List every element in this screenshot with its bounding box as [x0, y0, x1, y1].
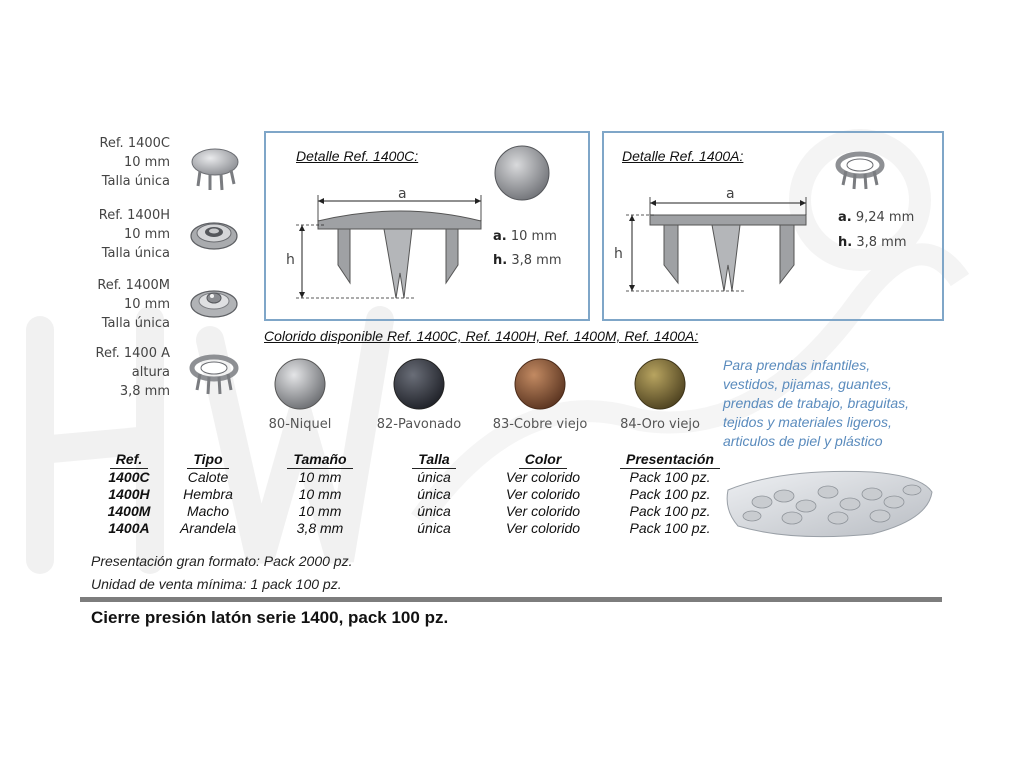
color-swatches [260, 356, 700, 412]
product-ref-line: Talla única [101, 316, 170, 331]
snap-cap-icon [188, 140, 242, 194]
cell-presentacion: Pack 100 pz. [629, 469, 711, 485]
swatch-oro-viejo [635, 359, 685, 409]
cell-talla: única [417, 503, 451, 519]
dim-key: a. [838, 210, 852, 225]
footer-title: Cierre presión latón serie 1400, pack 100 pz. [91, 608, 449, 627]
dim-value: 9,24 mm [855, 210, 915, 225]
product-ref-line: 10 mm [123, 297, 170, 312]
detail-1400a-label-a: a [726, 186, 735, 202]
table-header-row [100, 451, 740, 469]
col-header-color [486, 451, 600, 469]
snap-stud-icon [188, 282, 240, 322]
cell-tamano: 3,8 mm [296, 520, 344, 536]
divider-rule [80, 597, 942, 602]
header-label: Tamaño [287, 451, 352, 469]
product-ref-line: Ref. 1400C [99, 136, 170, 151]
detail-1400c-dim-h [493, 253, 561, 268]
detail-1400a-dim-a [838, 210, 914, 225]
swatch-pavonado [394, 359, 444, 409]
cell-presentacion: Pack 100 pz. [629, 486, 711, 502]
snap-socket-icon [188, 214, 240, 254]
cell-talla: única [417, 520, 451, 536]
detail-1400c-dim-a [493, 229, 557, 244]
cell-tipo: Calote [187, 469, 229, 485]
cell-tamano: 10 mm [298, 503, 342, 519]
product-ref-line: Ref. 1400M [97, 278, 170, 293]
table-row [100, 503, 740, 520]
dim-key: a. [493, 229, 507, 244]
snap-ring-icon [188, 352, 240, 400]
cell-ref: 1400H [108, 486, 150, 502]
profile-1400c-drawing [266, 133, 586, 315]
cell-color: Ver colorido [505, 486, 581, 502]
col-header-presentacion [600, 451, 740, 469]
swatch-label: 80-Niquel [268, 417, 332, 432]
col-header-talla [382, 451, 486, 469]
header-label: Color [519, 451, 568, 469]
cell-tipo: Hembra [183, 486, 233, 502]
cell-tipo: Arandela [179, 520, 237, 536]
product-ref-1400h [60, 206, 170, 263]
uses-line: Para prendas infantiles, [723, 357, 871, 373]
colorido-title: Colorido disponible Ref. 1400C, Ref. 1400H, Ref. 1400M, Ref. 1400A: [264, 328, 699, 344]
cell-tamano: 10 mm [298, 469, 342, 485]
pack-bag-image [722, 462, 936, 542]
cell-ref: 1400C [108, 469, 150, 485]
cell-talla: única [417, 469, 451, 485]
col-header-ref [100, 451, 158, 469]
col-header-tamano [258, 451, 382, 469]
col-header-tipo [158, 451, 258, 469]
spec-table [100, 451, 740, 537]
table-row [100, 469, 740, 486]
cell-talla: única [417, 486, 451, 502]
detail-1400a-dim-h [838, 235, 906, 250]
dim-value: 3,8 mm [511, 253, 562, 268]
product-ref-1400c [60, 134, 170, 191]
cell-presentacion: Pack 100 pz. [629, 503, 711, 519]
detail-1400a-title: Detalle Ref. 1400A: [622, 148, 744, 164]
header-label: Ref. [110, 451, 148, 469]
uses-description [723, 356, 943, 451]
header-label: Talla [412, 451, 455, 469]
header-label: Presentación [620, 451, 720, 469]
cell-tamano: 10 mm [298, 486, 342, 502]
dim-value: 3,8 mm [856, 235, 907, 250]
detail-1400a-label-h: h [614, 246, 623, 262]
uses-line: prendas de trabajo, braguitas, [723, 395, 910, 411]
dim-key: h. [838, 235, 853, 250]
product-ref-line: altura [131, 365, 170, 380]
header-label: Tipo [187, 451, 228, 469]
table-row [100, 486, 740, 503]
product-ref-line: 10 mm [123, 155, 170, 170]
cell-color: Ver colorido [505, 520, 581, 536]
cell-presentacion: Pack 100 pz. [629, 520, 711, 536]
note-gran-formato: Presentación gran formato: Pack 2000 pz. [91, 553, 353, 569]
swatch-cobre-viejo [515, 359, 565, 409]
product-ref-line: Ref. 1400H [98, 208, 170, 223]
detail-1400c-title: Detalle Ref. 1400C: [296, 148, 419, 164]
cell-tipo: Macho [186, 503, 230, 519]
detail-1400c-label-h: h [286, 252, 295, 268]
cell-ref: 1400A [108, 520, 150, 536]
swatch-label: 83-Cobre viejo [492, 417, 588, 432]
note-unidad-minima: Unidad de venta mínima: 1 pack 100 pz. [91, 576, 342, 592]
swatch-niquel [275, 359, 325, 409]
detail-1400c-label-a: a [398, 186, 407, 202]
cell-color: Ver colorido [505, 469, 581, 485]
uses-line: tejidos y materiales ligeros, [723, 414, 892, 430]
product-ref-line: Talla única [101, 174, 170, 189]
dim-key: h. [493, 253, 508, 268]
product-ref-1400m [60, 276, 170, 333]
swatch-label: 84-Oro viejo [620, 417, 700, 432]
cell-ref: 1400M [107, 503, 151, 519]
uses-line: articulos de piel y plástico [723, 433, 883, 449]
product-ref-line: Ref. 1400 A [95, 346, 170, 361]
dim-value: 10 mm [510, 229, 557, 244]
uses-line: vestidos, pijamas, guantes, [723, 376, 892, 392]
swatch-label: 82-Pavonado [376, 417, 462, 432]
table-row [100, 520, 740, 537]
product-ref-line: 3,8 mm [119, 384, 170, 399]
product-ref-line: Talla única [101, 246, 170, 261]
cell-color: Ver colorido [505, 503, 581, 519]
product-ref-line: 10 mm [123, 227, 170, 242]
product-ref-1400a [60, 344, 170, 401]
